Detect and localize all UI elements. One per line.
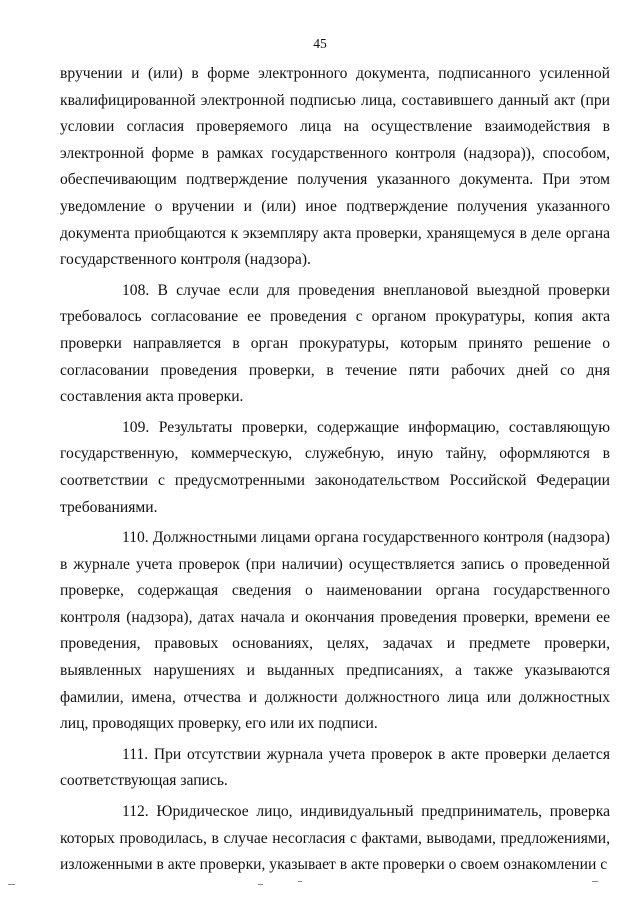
- scan-artifact-mid-right: [298, 881, 302, 882]
- scan-artifact-mid: [258, 884, 263, 885]
- paragraph-108: 108. В случае если для проведения внеплановой выездной проверки требовалось согласование ее проведения с органом прокуратуры, копия акта проверки направляется в орган прокуратуры, которым принято решение о согласовании проведения проверки, в течение пяти рабочих дней со дня составления акта проверки.: [60, 281, 610, 406]
- document-body: [60, 61, 610, 879]
- scan-artifact-right: [592, 881, 598, 882]
- paragraph-111: 111. При отсутствии журнала учета проверок в акте проверки делается соответствующая запись.: [60, 745, 610, 790]
- page-number: 45: [313, 36, 327, 51]
- paragraph-continuation: вручении и (или) в форме электронного документа, подписанного усиленной квалифицированной электронной подписью лица, составившего данный акт (при условии согласия проверяемого лица на осуществление взаимодействия в электронной форме в рамках государственного контроля (надзора)), способом, обеспечивающим подтверждение получения указанного документа. При этом уведомление о вручении и (или) иное подтверждение получения указанного документа приобщаются к экземпляру акта проверки, хранящемуся в деле органа государственного контроля (надзора).: [60, 65, 610, 269]
- paragraph-110: 110. Должностными лицами органа государственного контроля (надзора) в журнале учета проверок (при наличии) осуществляется запись о проведенной проверке, содержащая сведения о наименовании органа государственного контроля (надзора), датах начала и окончания проведения проверки, времени ее проведения, правовых основаниях, целях, задачах и предмете проверки, выявленных нарушениях и выданных предписаниях, а также указываются фамилии, имена, отчества и должности должностного лица или должностных лиц, проводящих проверку, его или их подписи.: [60, 529, 610, 733]
- paragraph-112: 112. Юридическое лицо, индивидуальный предприниматель, проверка которых проводилась, в случае несогласия с фактами, выводами, предложениями, изложенными в акте проверки, указывает в акте проверки о своем ознакомлении с: [60, 803, 610, 874]
- scan-artifact-left: [8, 884, 15, 885]
- paragraph-109: 109. Результаты проверки, содержащие информацию, составляющую государственную, коммерческую, служебную, иную тайну, оформляются в соответствии с предусмотренными законодательством Российской Федерации требованиями.: [60, 418, 610, 516]
